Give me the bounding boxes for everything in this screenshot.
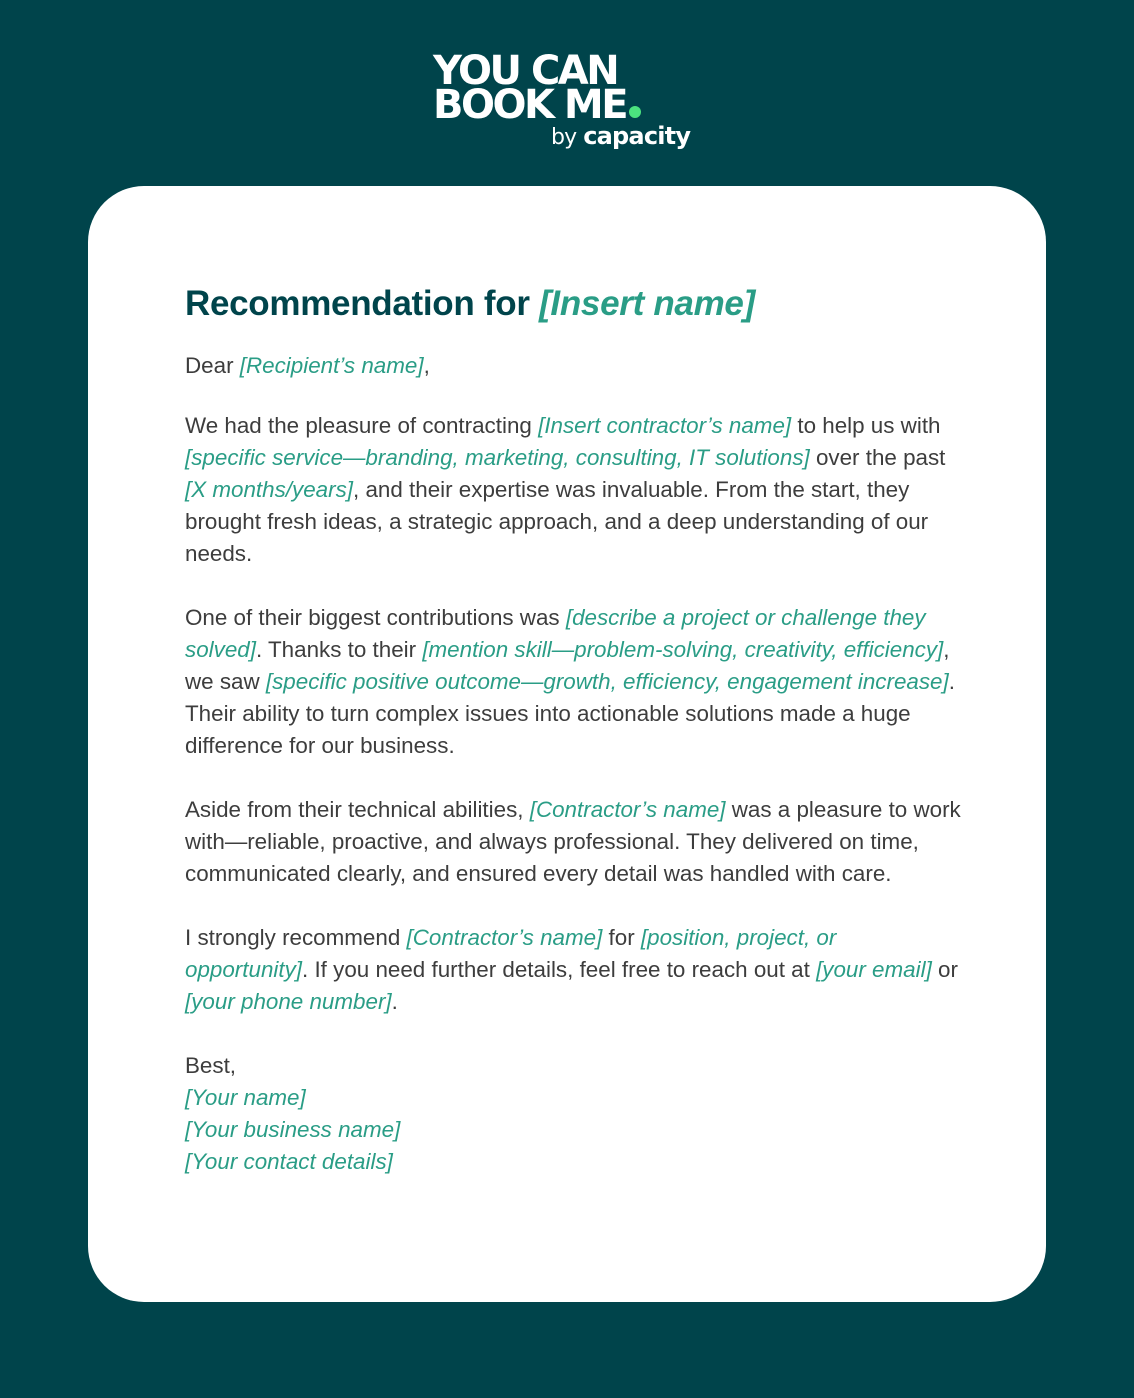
- greeting: [185, 350, 965, 382]
- paragraph-4: [185, 922, 965, 1018]
- p4-text-2: for: [602, 925, 641, 950]
- p4-text-5: .: [391, 989, 398, 1014]
- p4-placeholder-4: [your phone number]: [185, 989, 392, 1014]
- p3-text-1: Aside from their technical abilities,: [185, 797, 530, 822]
- p2-text-2: . Thanks to their: [255, 637, 423, 662]
- p1-placeholder-3: [X months/years]: [185, 477, 353, 502]
- p1-placeholder-2: [specific service—branding, marketing, consulting, IT solutions]: [185, 445, 810, 470]
- logo-tagline: [551, 122, 690, 152]
- signature-business: [Your business name]: [185, 1117, 401, 1142]
- p2-placeholder-3: [specific positive outcome—growth, efficiency, engagement increase]: [265, 669, 949, 694]
- recipient-placeholder: [Recipient’s name]: [239, 353, 424, 378]
- paragraph-1: [185, 410, 965, 570]
- p1-text-3: over the past: [809, 445, 946, 470]
- logo-line-2: BOOK ME: [433, 82, 627, 128]
- letter-content: [185, 282, 965, 1178]
- p4-text-1: I strongly recommend: [185, 925, 407, 950]
- p4-placeholder-2: [position, project, or opportunity]: [185, 925, 837, 982]
- title-placeholder: [Insert name]: [539, 284, 755, 323]
- paragraph-2: [185, 602, 965, 762]
- greeting-suffix: ,: [423, 353, 430, 378]
- title-prefix: Recommendation for: [185, 284, 540, 323]
- logo-line-2-wrap: [433, 82, 708, 128]
- p4-text-4: or: [931, 957, 958, 982]
- p1-text-1: We had the pleasure of contracting: [185, 413, 539, 438]
- logo-line-1: YOU CAN: [433, 48, 618, 94]
- signature-contact: [Your contact details]: [185, 1149, 393, 1174]
- letter-card: [88, 186, 1046, 1302]
- signature-name: [Your name]: [185, 1085, 306, 1110]
- p3-text-2: was a pleasure to work with—reliable, proactive, and always professional. They delivered on time, communicated clearly, and ensured every detail was handled with care.: [185, 797, 961, 886]
- logo-company: capacity: [583, 122, 691, 150]
- letter-title: [185, 282, 965, 326]
- p4-placeholder-3: [your email]: [816, 957, 932, 982]
- greeting-prefix: Dear: [185, 353, 240, 378]
- p3-placeholder-1: [Contractor’s name]: [529, 797, 726, 822]
- p1-placeholder-1: [Insert contractor’s name]: [538, 413, 792, 438]
- logo-by: by: [551, 125, 577, 150]
- logo: [433, 48, 708, 154]
- p2-placeholder-1: [describe a project or challenge they solved]: [185, 605, 926, 662]
- p4-placeholder-1: [Contractor’s name]: [406, 925, 603, 950]
- closing: Best,: [185, 1053, 237, 1078]
- p1-text-2: to help us with: [791, 413, 941, 438]
- p2-placeholder-2: [mention skill—problem-solving, creativity, efficiency]: [422, 637, 944, 662]
- p2-text-1: One of their biggest contributions was: [185, 605, 566, 630]
- p2-text-3: , we saw: [185, 637, 950, 694]
- p2-text-4: . Their ability to turn complex issues into actionable solutions made a huge difference for our business.: [185, 669, 955, 758]
- signature-block: [185, 1050, 965, 1178]
- logo-dot-icon: [629, 106, 641, 118]
- p1-text-4: , and their expertise was invaluable. From the start, they brought fresh ideas, a strategic approach, and a deep understanding of our needs.: [185, 477, 929, 566]
- paragraph-3: [185, 794, 965, 890]
- p4-text-3: . If you need further details, feel free to reach out at: [302, 957, 817, 982]
